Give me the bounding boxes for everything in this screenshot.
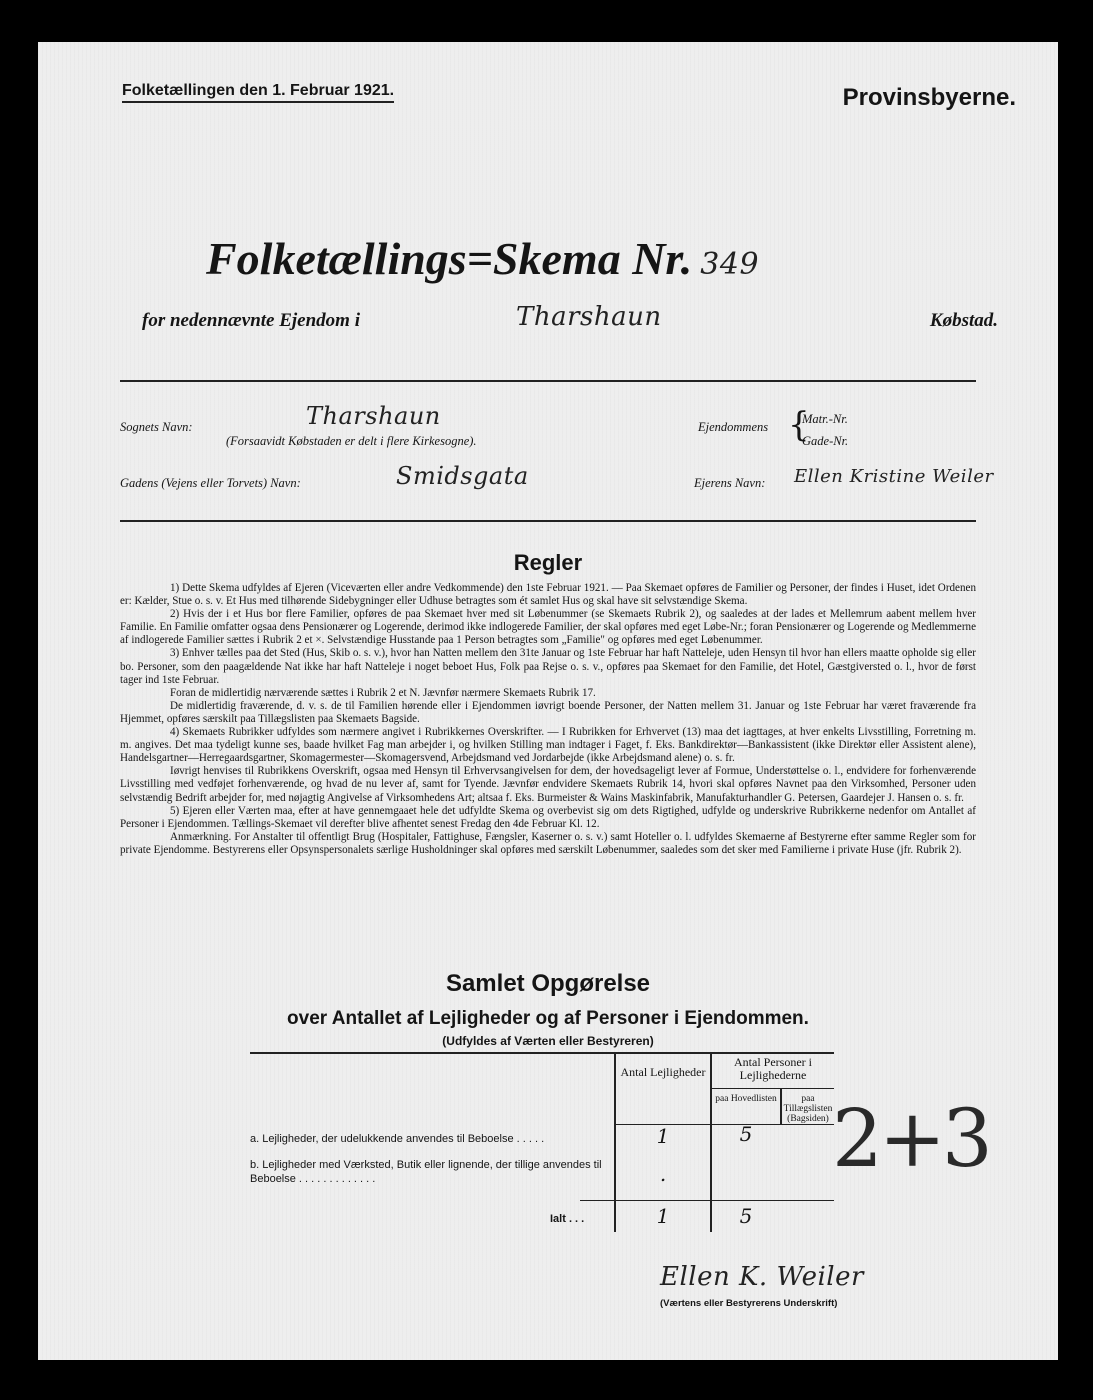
row-a-apartments: 1 [656, 1124, 670, 1148]
rule-paragraph: 3) Enhver tælles paa det Sted (Hus, Skib o. s. v.), hvor han Natten mellem den 31te Januar og 1ste Februar har haft Natteleje, uden Hensyn til hvor han ellers maatte opholde sig eller bo. Personer, som den paagældende Nat ikke har haft Natteleje i noget beboet Hus, Folk paa Rejse o. s. v., opføres paa Skemaet for den Familie, det Hotel, Gæstgiversted o. l., hvor de først tager ind 1ste Februar. [120, 647, 976, 686]
rules-heading: Regler [513, 550, 583, 575]
owner-value: Ellen Kristine Weiler [794, 466, 994, 487]
row-a-main: 5 [739, 1122, 753, 1146]
summary-table [250, 1052, 834, 1234]
row-total-main: 5 [739, 1204, 753, 1228]
estate-label: Ejendommens [698, 420, 769, 434]
rule-paragraph: 5) Ejeren eller Værten maa, efter at have gennemgaaet hele det udfyldte Skema og overbevist sig om dets Rigtighed, udfylde og underskrive Rubrikkerne nedenfor om Antallet af Personer i Ejendommen. Tællings-Skemaet vil derefter blive afhentet senest Fredag den 4de Februar Kl. 12. [120, 804, 976, 830]
rule-paragraph: Anmærkning. For Anstalter til offentligt Brug (Hospitaler, Fattighuse, Fængsler, Kaserner o. s. v.) samt Hoteller o. l. udfyldes Skemaerne af Bestyrerne efter samme Regler som for private Ejendomme. Bestyrerens eller Opsynspersonalets særlige Husholdninger skal opføres med særskilt Løbenummer, saaledes som det sker med Familierne i private Huse (jfr. Rubrik 2). [120, 830, 976, 856]
gade-label: Gade-Nr. [802, 434, 849, 448]
region-label: Provinsbyerne. [842, 84, 1016, 111]
row-b-apartments: . [659, 1162, 667, 1186]
street-label: Gadens (Vejens eller Torvets) Navn: [120, 476, 301, 490]
margin-note: 2+3 [832, 1092, 989, 1185]
signature: Ellen K. Weiler [660, 1262, 864, 1292]
town-handwritten: Tharshaun [516, 302, 662, 332]
parish-value: Tharshaun [306, 402, 441, 430]
col-apartments-header: Antal Lejligheder [620, 1065, 706, 1079]
rule-paragraph: Iøvrigt henvises til Rubrikkens Overskrift, ogsaa med Hensyn til Erhvervsangivelsen for dem, der hovedsageligt lever af Formue, Understøttelse o. l., endvidere for forhenværende Livsstilling med vedføjet forhenværende, og hvad de nu lever af, samt for Tyende. Jævnfør endvidere Skemaets Rubrik 14, hvori skal opføres Navnet paa den Virksomhed, Personer uden selvstændig Bedrift arbejder for, med nøjagtig Angivelse af Virksomhedens Art; altsaa f. Eks. Burmeister & Wains Maskinfabrik, Manufakturhandler G. Petersen, Gaardejer J. Hansen o. s. fr. [120, 765, 976, 804]
divider-bottom [120, 520, 976, 522]
table-total-line [580, 1200, 834, 1201]
form-number: 349 [700, 247, 760, 282]
row-total-apartments: 1 [656, 1204, 670, 1228]
summary-title: Samlet Opgørelse [445, 970, 651, 997]
rules-body [120, 582, 976, 857]
summary-subtitle: over Antallet af Lejligheder og af Personer i Ejendommen. [287, 1008, 809, 1029]
signature-caption: (Værtens eller Bestyrerens Underskrift) [660, 1298, 838, 1309]
brace-symbol: { [788, 405, 810, 445]
matr-label: Matr.-Nr. [802, 412, 848, 426]
parish-label: Sognets Navn: [120, 420, 193, 434]
form-title: Folketællings=Skema Nr. [206, 233, 693, 284]
rule-paragraph: 1) Dette Skema udfyldes af Ejeren (Viceværten eller andre Vedkommende) den 1ste Februar 1921. — Paa Skemaet opføres de Familier og Personer, der findes i Huset, idet Ordenen er: Kælder, Stue o. s. v. Et Hus med tilhørende Sidebygninger eller Udhuse betragtes som ét samlet Hus og skal have sit selvstændige Skema. [120, 582, 976, 608]
parish-note: (Forsaavidt Købstaden er delt i flere Kirkesogne). [226, 434, 477, 448]
owner-label: Ejerens Navn: [694, 476, 766, 490]
rule-paragraph: De midlertidig fraværende, d. v. s. de til Familien hørende eller i Ejendommen iøvrigt boende Personer, der Natten mellem 31. Januar og 1ste Februar har været fraværende fra Hjemmet, opføres særskilt paa Tillægslisten paa Skemaets Bagside. [120, 699, 976, 725]
table-top-border [250, 1052, 834, 1054]
census-form-sheet [38, 42, 1058, 1360]
summary-note: (Udfyldes af Værten eller Bestyreren) [442, 1034, 654, 1048]
census-header: Folketællingen den 1. Februar 1921. [122, 82, 394, 103]
col-persons-header: Antal Personer i Lejlighederne [734, 1055, 812, 1082]
table-subheader-line [710, 1088, 834, 1089]
row-total-label: Ialt . . . [550, 1213, 585, 1225]
property-label: for nedennævnte Ejendom i [142, 310, 360, 331]
col-main-list-header: paa Hovedlisten [715, 1094, 777, 1104]
row-a-label: a. Lejligheder, der udelukkende anvendes til Beboelse . . . . . [250, 1133, 545, 1145]
col-supplement-header: paa Tillægslisten (Bagsiden) [783, 1094, 833, 1124]
row-b-label: b. Lejligheder med Værksted, Butik eller lignende, der tillige anvendes til Beboelse . . . . . . . . . . . . . [250, 1159, 602, 1185]
divider-top [120, 380, 976, 382]
rule-paragraph: 4) Skemaets Rubrikker udfyldes som nærmere angivet i Rubrikkernes Overskrifter. — I Rubrikken for Erhvervet (13) maa det iagttages, at hver enkelts Livsstilling, Forretning m. m. angives. Det maa tydeligt kunne ses, baade hvilket Fag man arbejder i, og hvilken Stilling man indtager i Faget, f. Eks. Bankdirektør—Bankassistent (ikke Direktør eller Assistent alene), Handelsgartner—Herregaardsgartner, Skomagermester—Skomagersvend, Arbejdsmand ved Jordarbejde (ikke Arbejdsmand alene) o. s. fr. [120, 726, 976, 765]
form-title-row [206, 232, 759, 285]
street-value: Smidsgata [396, 462, 529, 490]
rule-paragraph: 2) Hvis der i et Hus bor flere Familier, opføres de paa Skemaet hver med sit Løbenummer (se Skemaets Rubrik 2), og saaledes at der lades et Mellemrum aabent mellem hver Familie. En Familie omfatter ogsaa dens Pensionærer og Logerende, derimod ikke indlogerede Familier, der skal opføres med eget Løbe-Nr.; foran Pensionærer og Logerende og Medlemmerne af indlogerede Familier sættes i Rubrik 2 et ×. Selvstændige Husstande paa 1 Person betragtes som „Familie" og opføres med eget Løbenummer. [120, 608, 976, 647]
town-type-label: Købstad. [929, 310, 998, 331]
rule-paragraph: Foran de midlertidig nærværende sættes i Rubrik 2 et N. Jævnfør nærmere Skemaets Rubrik 17. [170, 686, 596, 699]
